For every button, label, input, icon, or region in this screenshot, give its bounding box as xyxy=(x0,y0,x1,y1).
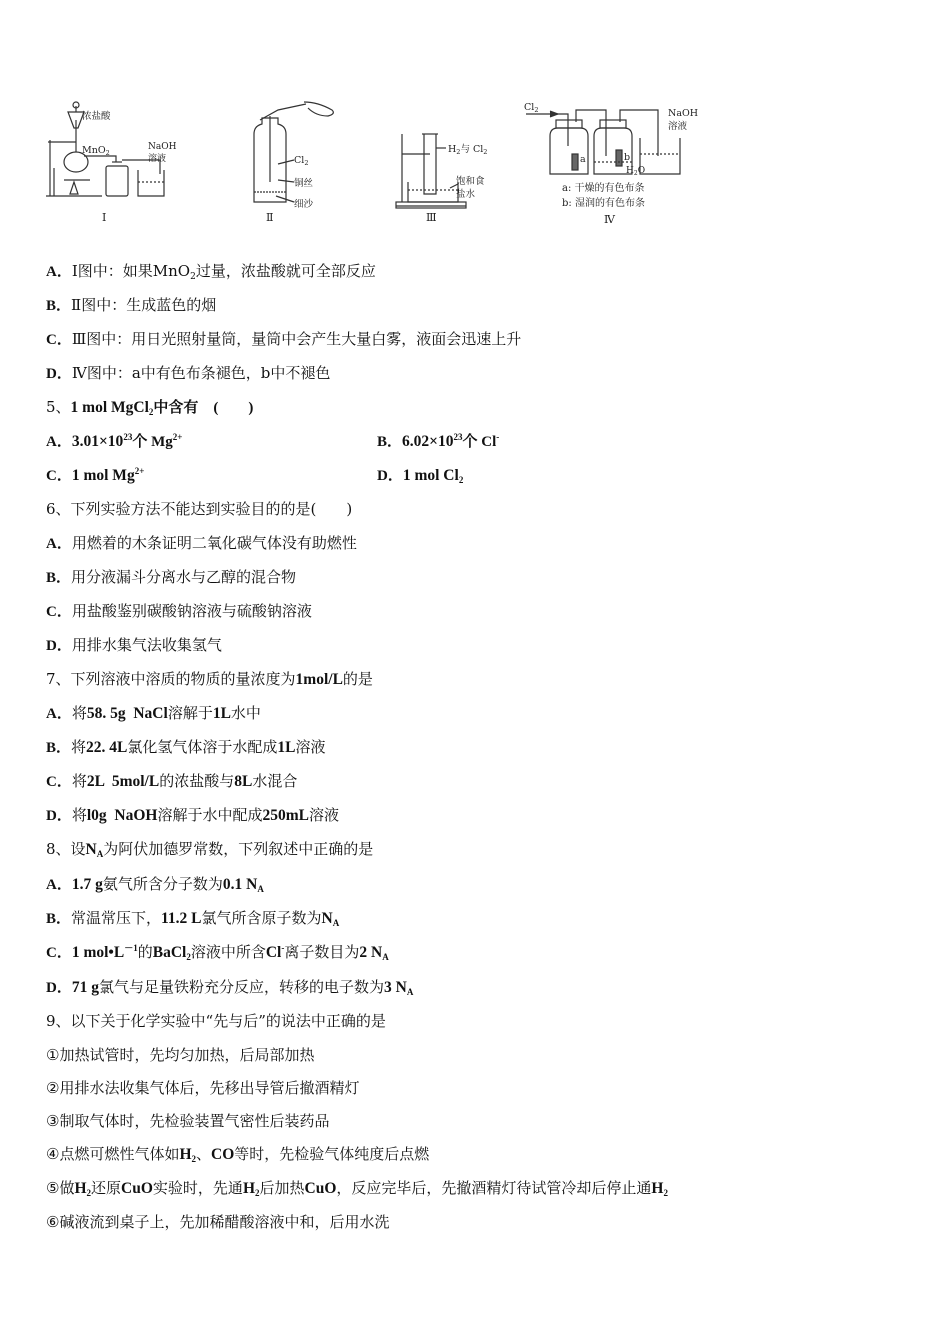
fig2-cl2-label: Cl xyxy=(294,155,305,166)
q4-option-d: D．Ⅳ图中：a中有色布条褪色，b中不褪色 xyxy=(46,364,331,382)
fig3-gas-sub2: 2 xyxy=(483,148,488,156)
fig1-naoh-label-2: 溶液 xyxy=(148,154,167,164)
figure-2-drawing xyxy=(238,98,348,228)
figure-1-drawing xyxy=(40,98,200,228)
q9-item-2: ②用排水法收集气体后，先移出导管后撤酒精灯 xyxy=(46,1079,360,1097)
q4-option-b: B．Ⅱ图中：生成蓝色的烟 xyxy=(46,296,217,314)
fig2-copper-label: 铜丝 xyxy=(294,178,314,189)
fig3-numeral: Ⅲ xyxy=(426,211,437,224)
figure-2-copper-in-chlorine xyxy=(238,98,348,228)
q9-stem: 9、以下关于化学实验中“先与后”的说法中正确的是 xyxy=(46,1012,386,1030)
q8-option-a: A．1.7 g氨气所含分子数为0.1 $N_A$ xyxy=(46,875,264,894)
q8-option-d: D．71 g氯气与足量铁粉充分反应，转移的电子数为3 $N_A$ xyxy=(46,978,414,997)
q7-option-d: D．将l0g NaOH溶解于水中配成250mL溶液 xyxy=(46,806,340,824)
fig4-legend-a: a: 干燥的有色布条 xyxy=(562,183,645,194)
fig2-cl2-sub: 2 xyxy=(304,159,309,167)
fig1-hcl-label: 浓盐酸 xyxy=(82,111,111,122)
q9-item-5: ⑤做$H_2$还原CuO实验时，先通$H_2$后加热CuO，反应完毕后，先撤酒精灯待试管冷却后停止通$H_2$ xyxy=(46,1179,668,1198)
q9-item-3: ③制取气体时，先检验装置气密性后装药品 xyxy=(46,1112,330,1130)
fig1-naoh-label: NaOH xyxy=(148,142,177,152)
fig3-salt-label-1: 饱和食 xyxy=(456,176,485,187)
svg-text:Cl2 xyxy=(294,155,308,167)
q5-row-1 xyxy=(46,431,500,452)
figure-1-chlorine-generator xyxy=(40,98,200,228)
q5-option-b: B．$6.02\times 10^{23}$个 Cl- xyxy=(377,432,500,450)
q7-option-b: B．将22. 4L氯化氢气体溶于水配成1L溶液 xyxy=(46,738,326,756)
q6-option-a: A．用燃着的木条证明二氧化碳气体没有助燃性 xyxy=(46,534,357,552)
fig4-naoh-label-2: 溶液 xyxy=(668,121,688,132)
svg-text:Cl2 xyxy=(524,102,538,114)
q7-option-c: C．将2L 5mol/L的浓盐酸与8L水混合 xyxy=(46,772,298,790)
figure-3-drawing xyxy=(392,98,512,228)
fig3-salt-label-2: 盐水 xyxy=(456,189,476,200)
fig1-mno2-label: MnO xyxy=(82,145,106,156)
q6-stem: 6、下列实验方法不能达到实验目的的是( ) xyxy=(46,500,353,518)
q4-option-c: C．Ⅲ图中：用日光照射量筒，量筒中会产生大量白雾，液面会迅速上升 xyxy=(46,330,522,348)
figure-4-bleaching-test xyxy=(522,96,712,228)
q9-item-1: ①加热试管时，先均匀加热，后局部加热 xyxy=(46,1046,315,1064)
fig3-gas-sub: 2 xyxy=(456,148,461,156)
svg-text:H2与 Cl2 xyxy=(448,143,487,156)
q5-option-a: A．$3.01\times 10^{23}$个 $Mg^{2+}$ xyxy=(46,432,183,450)
q5-stem: 5、1 mol MgCl$_2$中含有 ( ) xyxy=(46,398,254,417)
fig3-gas-label: H xyxy=(448,144,457,155)
figure-4-drawing xyxy=(522,96,712,228)
q6-option-b: B．用分液漏斗分离水与乙醇的混合物 xyxy=(46,568,297,586)
q8-option-b: B．常温常压下，11.2 L氯气所含原子数为$N_A$ xyxy=(46,909,340,928)
svg-text:MnO2 xyxy=(82,145,110,157)
fig4-numeral: Ⅳ xyxy=(604,213,615,226)
q5-option-c: C．1 mol $Mg^{2+}$ xyxy=(46,466,145,484)
fig1-mno2-sub: 2 xyxy=(105,149,110,157)
q9-item-6: ⑥碱液流到桌子上，先加稀醋酸溶液中和，后用水洗 xyxy=(46,1213,390,1231)
q6-option-c: C．用盐酸鉴别碳酸钠溶液与硫酸钠溶液 xyxy=(46,602,312,620)
fig4-b-label: b xyxy=(624,152,631,163)
fig4-cl2-label: Cl xyxy=(524,102,535,113)
figure-3-gas-cylinder xyxy=(392,98,512,228)
q8-option-c: C．1 $mol•L^{-1}$的BaCl$_2$溶液中所含Cl-离子数目为2 $N_A$ xyxy=(46,943,389,962)
q5-option-d: D．1 mol $Cl_2$ xyxy=(377,467,464,485)
fig4-legend-b: b: 湿润的有色布条 xyxy=(562,198,645,209)
fig4-a-label: a xyxy=(580,154,586,165)
fig2-numeral: Ⅱ xyxy=(266,211,274,224)
fig2-sand-label: 细沙 xyxy=(294,199,314,210)
q8-stem: 8、设$N_A$为阿伏加德罗常数，下列叙述中正确的是 xyxy=(46,840,374,859)
fig4-naoh-label: NaOH xyxy=(668,108,699,119)
q5-row-2 xyxy=(46,465,464,486)
q7-stem: 7、下列溶液中溶质的物质的量浓度为1mol/L的是 xyxy=(46,670,373,688)
fig4-h2o-sub: 2 xyxy=(633,170,638,177)
fig4-h2o-rest: O xyxy=(637,166,646,176)
fig4-h2o-label: H xyxy=(626,166,634,176)
q4-option-a: A．Ⅰ图中：如果MnO$_2$过量，浓盐酸就可全部反应 xyxy=(46,262,376,282)
fig3-gas-rest: 与 Cl xyxy=(460,144,484,155)
fig1-numeral: Ⅰ xyxy=(102,211,107,224)
q7-option-a: A．将58. 5g NaCl溶解于1L水中 xyxy=(46,704,261,722)
svg-text:H2O xyxy=(626,166,645,177)
q9-item-4: ④点燃可燃性气体如$H_2$、CO等时，先检验气体纯度后点燃 xyxy=(46,1145,430,1164)
fig4-cl2-sub: 2 xyxy=(534,106,539,114)
q6-option-d: D．用排水集气法收集氢气 xyxy=(46,636,222,654)
